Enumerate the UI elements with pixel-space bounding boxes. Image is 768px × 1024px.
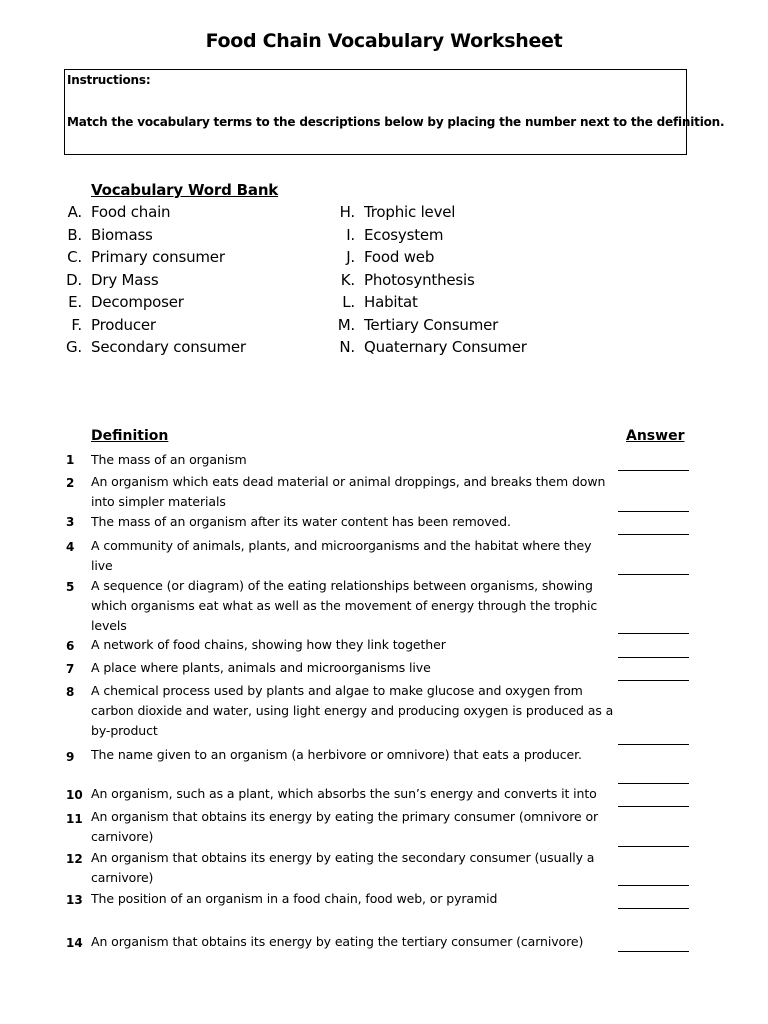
definition-text: An organism which eats dead material or animal droppings, and breaks them down into simpler materials [91, 474, 606, 509]
instructions-label: Instructions: [67, 73, 151, 87]
page-title: Food Chain Vocabulary Worksheet [205, 30, 563, 52]
word-bank-term: Photosynthesis [364, 270, 475, 289]
word-bank-letter: N. [339, 338, 355, 356]
answer-line[interactable] [618, 534, 689, 535]
row-number: 11 [66, 812, 83, 826]
row-number: 10 [66, 788, 83, 802]
word-bank-heading: Vocabulary Word Bank [91, 181, 279, 199]
word-bank-term: Secondary consumer [91, 338, 246, 356]
definition-text: An organism, such as a plant, which absorbs the sun’s energy and converts it into [91, 786, 597, 801]
row-number: 6 [66, 639, 75, 653]
definition-heading: Definition [91, 428, 169, 444]
answer-line[interactable] [618, 951, 689, 952]
row-number: 13 [66, 893, 83, 907]
answer-line[interactable] [618, 574, 689, 575]
answer-line[interactable] [618, 744, 689, 745]
row-number: 5 [66, 580, 75, 594]
definition-text: A chemical process used by plants and algae to make glucose and oxygen from carbon dioxide and water, using light energy and producing oxygen is produced as a by-product [91, 683, 614, 738]
word-bank-letter: K. [340, 270, 355, 289]
answer-line[interactable] [618, 908, 689, 909]
word-bank-letter: C. [67, 248, 82, 266]
word-bank-letter: L. [342, 293, 355, 311]
word-bank-letter: H. [339, 203, 355, 221]
answer-line[interactable] [618, 680, 689, 681]
word-bank-letter: E. [68, 293, 82, 311]
definition-text: The mass of an organism after its water content has been removed. [91, 514, 511, 529]
definition-text: The mass of an organism [91, 452, 247, 467]
instructions-text: Match the vocabulary terms to the descriptions below by placing the number next to the definition. [67, 115, 725, 129]
answer-line[interactable] [618, 806, 689, 807]
word-bank-term: Trophic level [364, 203, 456, 221]
word-bank-term: Producer [91, 315, 156, 334]
definition-text: A community of animals, plants, and microorganisms and the habitat where they live [91, 538, 592, 573]
answer-line[interactable] [618, 657, 689, 658]
definition-text: A place where plants, animals and microorganisms live [91, 660, 431, 675]
answer-line[interactable] [618, 511, 689, 512]
row-number: 1 [66, 453, 75, 467]
row-number: 12 [66, 852, 83, 866]
row-number: 9 [66, 750, 75, 764]
word-bank-letter: M. [337, 315, 355, 334]
word-bank-letter: D. [66, 270, 82, 289]
word-bank-term: Primary consumer [91, 248, 225, 266]
answer-line[interactable] [618, 846, 689, 847]
definition-text: A sequence (or diagram) of the eating relationships between organisms, showing which organisms eat what as well as the movement of energy through the trophic levels [91, 578, 598, 633]
word-bank-term: Food web [364, 248, 435, 266]
row-number: 7 [66, 662, 75, 676]
definition-text: The position of an organism in a food chain, food web, or pyramid [91, 891, 498, 906]
row-number: 2 [66, 476, 75, 490]
answer-line[interactable] [618, 633, 689, 634]
word-bank-letter: I. [346, 225, 355, 244]
word-bank-letter: J. [346, 248, 355, 266]
word-bank-letter: A. [67, 203, 82, 221]
row-number: 3 [66, 515, 75, 529]
definition-text: An organism that obtains its energy by eating the tertiary consumer (carnivore) [91, 934, 584, 949]
word-bank-term: Biomass [91, 225, 153, 244]
word-bank-term: Decomposer [91, 293, 184, 311]
instructions-box [64, 69, 725, 155]
word-bank-term: Quaternary Consumer [364, 338, 527, 356]
word-bank-letter: B. [67, 225, 82, 244]
definition-text: The name given to an organism (a herbivore or omnivore) that eats a producer. [91, 747, 582, 762]
word-bank-letter: F. [71, 315, 82, 334]
word-bank-term: Dry Mass [91, 270, 159, 289]
word-bank-term: Tertiary Consumer [364, 315, 499, 334]
definition-text: An organism that obtains its energy by eating the primary consumer (omnivore or carnivore) [91, 809, 599, 844]
answer-heading: Answer [626, 428, 685, 444]
answer-line[interactable] [618, 783, 689, 784]
answer-line[interactable] [618, 885, 689, 886]
row-number: 8 [66, 685, 75, 699]
word-bank-letter: G. [66, 338, 82, 356]
row-number: 4 [66, 540, 75, 554]
word-bank-term: Food chain [91, 203, 171, 221]
word-bank-term: Habitat [364, 293, 418, 311]
definition-text: An organism that obtains its energy by eating the secondary consumer (usually a carnivore) [91, 850, 595, 885]
definition-text: A network of food chains, showing how they link together [91, 637, 446, 652]
word-bank-term: Ecosystem [364, 225, 444, 244]
row-number: 14 [66, 936, 83, 950]
answer-line[interactable] [618, 470, 689, 471]
